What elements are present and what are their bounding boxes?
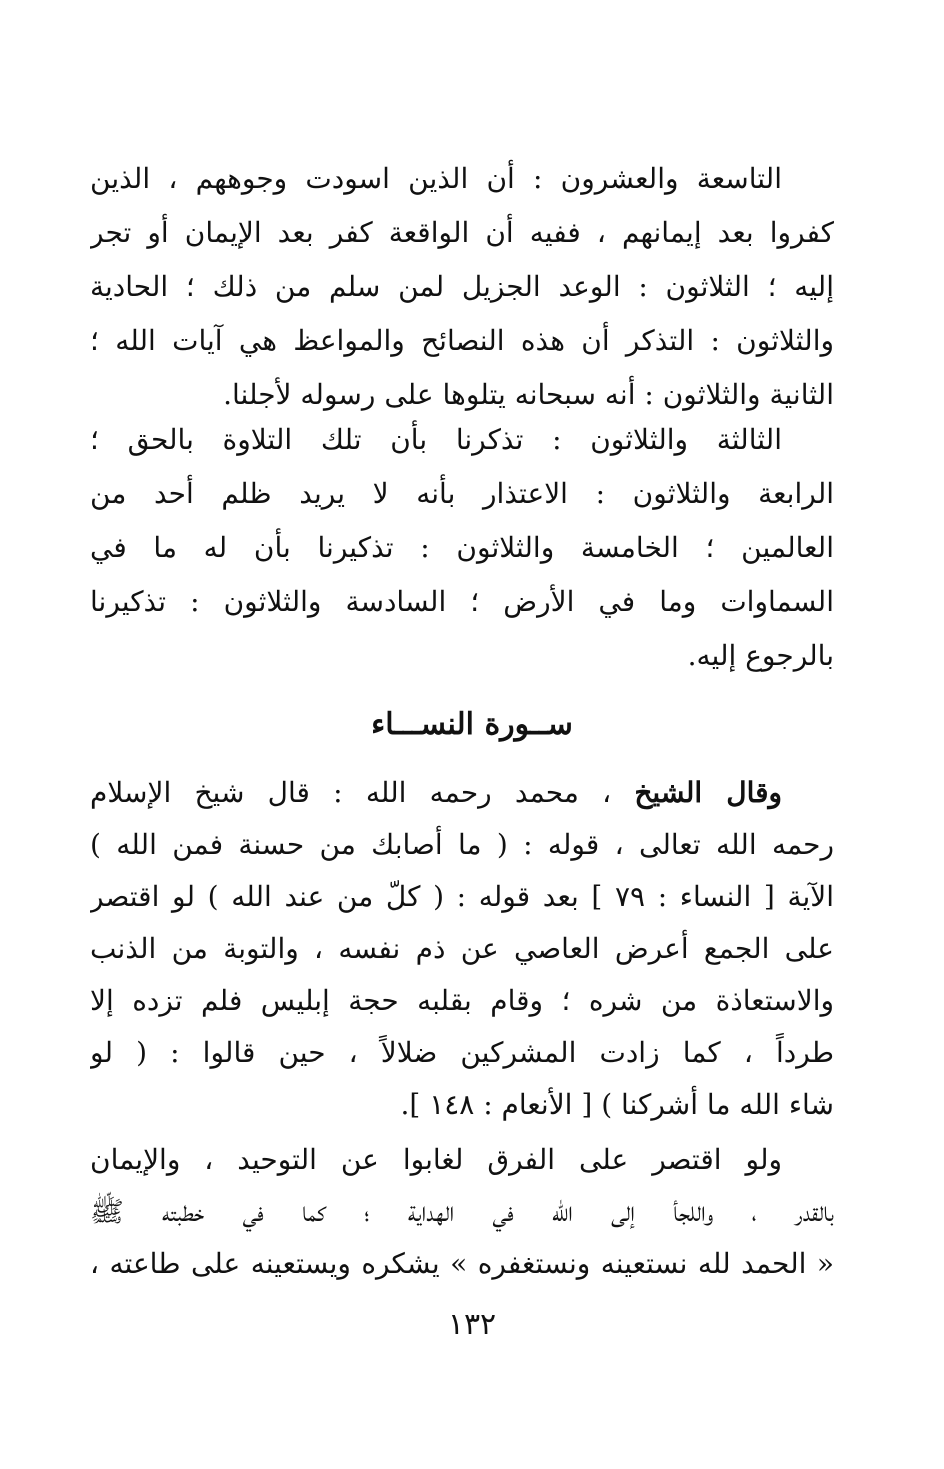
text-line: طرداً ، كما زادت المشركين ضلالاً ، حين قالوا : ( لو [90, 1036, 834, 1069]
text-line: إليه ؛ الثلاثون : الوعد الجزيل لمن سلم من ذلك ؛ الحادية [90, 270, 834, 303]
speaker-name: وقال الشيخ [634, 776, 783, 809]
text-line: شاء الله ما أشركنا ) [ الأنعام : ١٤٨ ]. [400, 1088, 834, 1121]
text-span: ، محمد رحمه الله : قال شيخ الإسلام [90, 776, 635, 809]
surah-heading: ســورة النســـاء [371, 707, 573, 742]
text-line: الثانية والثلاثون : أنه سبحانه يتلوها على رسوله لأجلنا. [223, 378, 834, 411]
paragraph-2 [90, 413, 834, 683]
text-line: الثالثة والثلاثون : تذكرنا بأن تلك التلاوة بالحق ؛ [90, 423, 782, 456]
text-line: والاستعاذة من شره ؛ وقام بقلبه حجة إبليس فلم تزده إلا [90, 984, 834, 1017]
text-line: الرابعة والثلاثون : الاعتذار بأنه لا يريد ظلم أحد من [90, 477, 834, 510]
text-line [90, 767, 834, 819]
text-line: كفروا بعد إيمانهم ، ففيه أن الواقعة كفر بعد الإيمان أو تجر [90, 216, 834, 249]
text-line: العالمين ؛ الخامسة والثلاثون : تذكيرنا بأن له ما في [90, 531, 834, 564]
text-line: التاسعة والعشرون : أن الذين اسودت وجوههم ، الذين [90, 162, 782, 195]
paragraph-4 [90, 1134, 834, 1290]
text-line: بالرجوع إليه. [687, 639, 834, 672]
text-line: السماوات وما في الأرض ؛ السادسة والثلاثون : تذكيرنا [90, 585, 834, 618]
text-line: « الحمد لله نستعينه ونستغفره » يشكره ويستعينه على طاعته ، [90, 1247, 834, 1280]
text-line: ولو اقتصر على الفرق لغابوا عن التوحيد ، والإيمان [90, 1143, 782, 1176]
paragraph-3 [90, 767, 834, 1131]
text-line: الآية [ النساء : ٧٩ ] بعد قوله : ( كلّ من عند الله ) لو اقتصر [90, 880, 834, 913]
text-line: والثلاثون : التذكر أن هذه النصائح والمواعظ هي آيات الله ؛ [90, 324, 834, 357]
text-line: على الجمع أعرض العاصي عن ذم نفسه ، والتوبة من الذنب [90, 932, 834, 965]
page-number: ١٣٢ [447, 1307, 497, 1342]
text-line: بالقدر ، واللجأ إلى الله في الهداية ؛ كما في خطبته ﷺ [90, 1195, 834, 1228]
text-line: رحمه الله تعالى ، قوله : ( ما أصابك من حسنة فمن الله ) [90, 828, 834, 861]
paragraph-1 [90, 152, 834, 422]
